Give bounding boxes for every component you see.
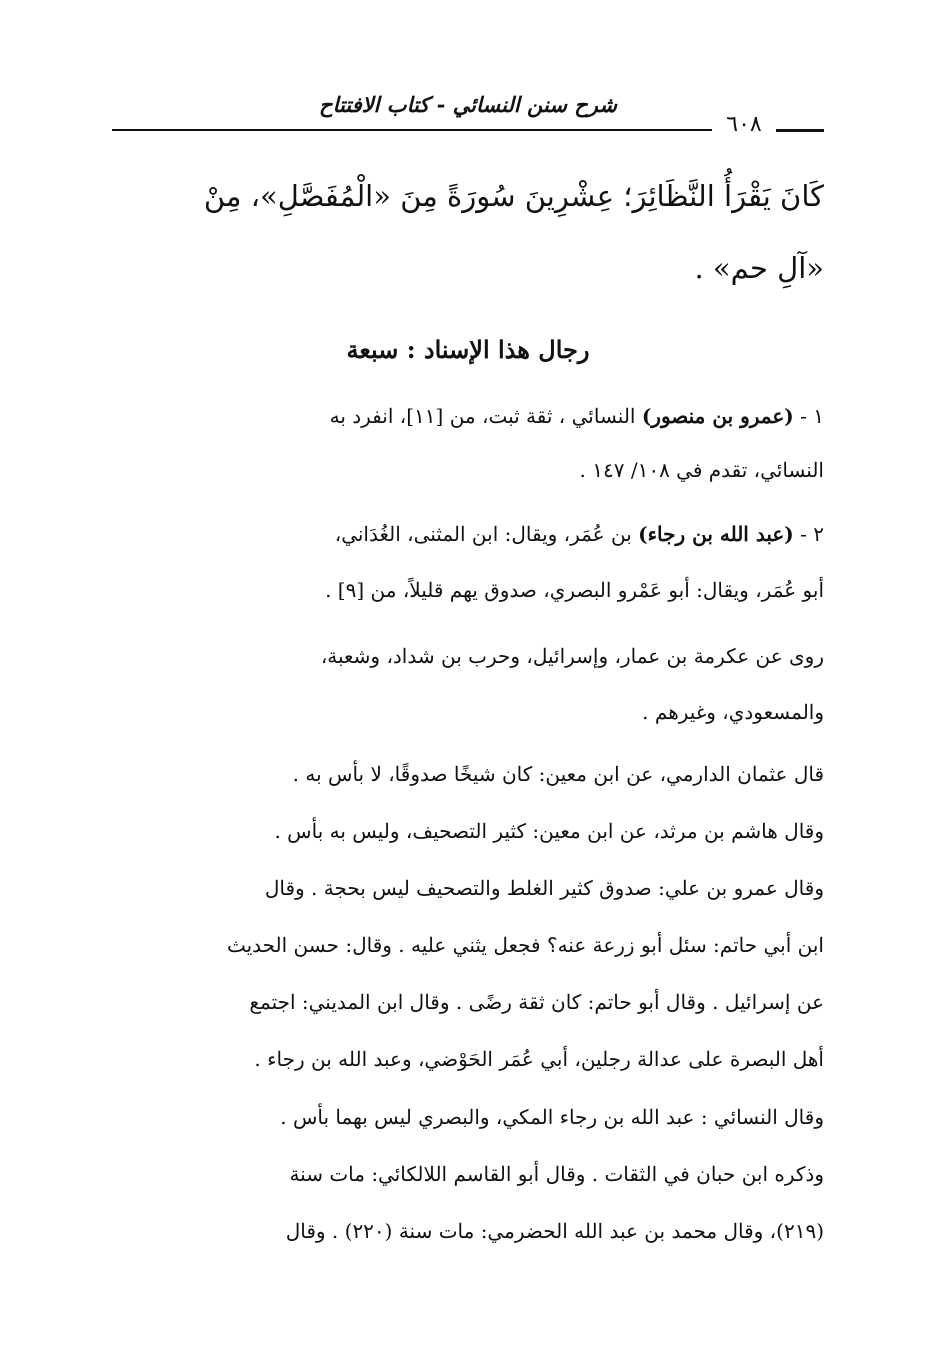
paragraph-line: روى عن عكرمة بن عمار، وإسرائيل، وحرب بن شداد، وشعبة، xyxy=(320,644,824,668)
running-header-title: شرح سنن النسائي - كتاب الافتتاح xyxy=(319,92,617,117)
verse-line-1: كَانَ يَقْرَأُ النَّظَائِرَ؛ عِشْرِينَ سُورَةً مِنَ «الْمُفَصَّلِ»، مِنْ xyxy=(203,179,824,213)
paragraph-line: وقال النسائي : عبد الله بن رجاء المكي، والبصري ليس بهما بأس . xyxy=(280,1105,824,1129)
page-number-dash xyxy=(776,129,824,132)
paragraph-line: وقال هاشم بن مرثد، عن ابن معين: كثير التصحيف، وليس به بأس . xyxy=(274,819,824,843)
paragraph-line: أهل البصرة على عدالة رجلين، أبي عُمَر الحَوْضي، وعبد الله بن رجاء . xyxy=(254,1047,824,1071)
page-number: ٦٠٨ xyxy=(712,108,776,142)
narrator-2-line-2: أبو عُمَر، ويقال: أبو عَمْرو البصري، صدوق يهم قليلاً، من [٩] . xyxy=(325,578,824,602)
narrator-1-line-1 xyxy=(112,392,824,440)
narrator-description: بن عُمَر، ويقال: ابن المثنى، الغُدَاني، xyxy=(334,522,632,546)
narrator-description: النسائي ، ثقة ثبت، من [١١]، انفرد به xyxy=(329,404,636,428)
paragraph-line: وذكره ابن حبان في الثقات . وقال أبو القاسم اللالكائي: مات سنة xyxy=(289,1162,824,1186)
narrator-2-line-1 xyxy=(112,510,824,558)
narrator-name: (عبد الله بن رجاء) xyxy=(638,522,794,546)
narrator-name: (عمرو بن منصور) xyxy=(641,404,794,428)
paragraph-line: والمسعودي، وغيرهم . xyxy=(642,700,824,724)
paragraph-line: عن إسرائيل . وقال أبو حاتم: كان ثقة رضًى . وقال ابن المديني: اجتمع xyxy=(249,990,824,1014)
paragraph-line: قال عثمان الدارمي، عن ابن معين: كان شيخًا صدوقًا، لا بأس به . xyxy=(292,762,824,786)
paragraph-line: ابن أبي حاتم: سئل أبو زرعة عنه؟ فجعل يثني عليه . وقال: حسن الحديث xyxy=(226,933,824,957)
narrator-number: ٢ - xyxy=(800,522,824,546)
narrator-number: ١ - xyxy=(800,404,824,428)
verse-line-2: «آلِ حم» . xyxy=(694,251,824,285)
paragraph-line: (٢١٩)، وقال محمد بن عبد الله الحضرمي: مات سنة (٢٢٠) . وقال xyxy=(285,1219,824,1243)
paragraph-line: وقال عمرو بن علي: صدوق كثير الغلط والتصحيف ليس بحجة . وقال xyxy=(264,876,824,900)
narrator-1-line-2: النسائي، تقدم في ١٠٨/ ١٤٧ . xyxy=(579,458,824,482)
section-heading: رجال هذا الإسناد : سبعة xyxy=(346,335,590,364)
